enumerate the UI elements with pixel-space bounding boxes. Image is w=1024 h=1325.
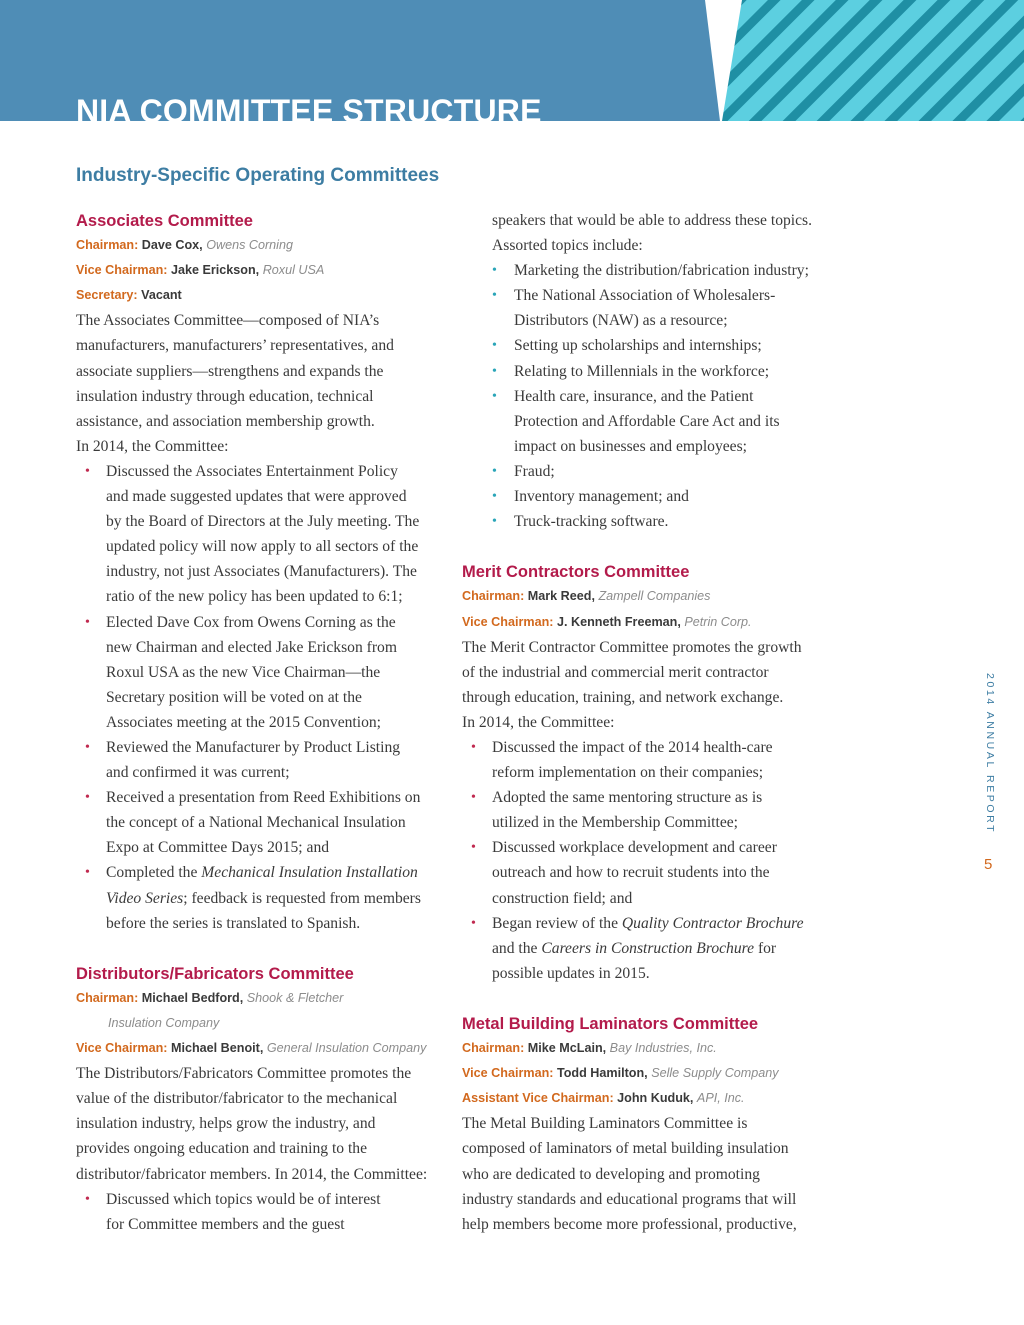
list-item: • Reviewed the Manufacturer by Product Listing [76, 735, 448, 760]
list-item: • Adopted the same mentoring structure as is [462, 785, 832, 810]
left-column [76, 208, 448, 1237]
list-item: • Received a presentation from Reed Exhibitions on [76, 785, 448, 810]
list-item-line: speakers that would be able to address these topics. [492, 212, 813, 229]
associates-secretary: Secretary: Vacant [76, 288, 182, 303]
bullet-icon: • [85, 739, 90, 755]
bullet-icon: • [492, 338, 497, 354]
annual-report-label: 2014 ANNUAL REPORT [984, 673, 996, 835]
bullet-icon: • [492, 514, 497, 530]
paragraph-line: composed of laminators of metal building insulation [462, 1140, 789, 1158]
distributors-committee-title: Distributors/Fabricators Committee [76, 964, 354, 983]
page-title: NIA COMMITTEE STRUCTURE [76, 93, 542, 121]
list-item: • Marketing the distribution/fabrication industry; [462, 258, 832, 283]
paragraph-line: The Distributors/Fabricators Committee promotes the [76, 1065, 412, 1083]
list-item: • Relating to Millennials in the workforce; [462, 359, 832, 384]
associates-vice-chairman: Vice Chairman: Jake Erickson, Roxul USA [76, 263, 325, 278]
list-item: • Elected Dave Cox from Owens Corning as the [76, 610, 448, 635]
associates-chairman: Chairman: Dave Cox, Owens Corning [76, 238, 293, 253]
paragraph-line: In 2014, the Committee: [462, 713, 615, 731]
bullet-icon: • [492, 489, 497, 505]
paragraph-line: of the industrial and commercial merit contractor [462, 663, 769, 681]
list-item: • Setting up scholarships and internships; [462, 333, 832, 358]
list-item-line: construction field; and [492, 889, 633, 907]
list-item-line: ratio of the new policy has been updated to 6:1; [106, 588, 403, 606]
paragraph-line: associate suppliers—strengthens and expands the [76, 362, 384, 380]
paragraph-line: manufacturers, manufacturers’ representatives, and [76, 337, 394, 355]
merit-committee-title: Merit Contractors Committee [462, 563, 690, 582]
paragraph-line: In 2014, the Committee: [76, 437, 229, 455]
list-item-line: possible updates in 2015. [492, 964, 650, 982]
paragraph-line: help members become more professional, productive, [462, 1215, 797, 1233]
merit-vice-chairman: Vice Chairman: J. Kenneth Freeman, Petrin Corp. [462, 614, 752, 629]
bullet-icon: • [85, 463, 90, 479]
list-item-line: Protection and Affordable Care Act and its [514, 412, 780, 430]
paragraph-line: through education, training, and network exchange. [462, 688, 784, 706]
bullet-icon: • [85, 865, 90, 881]
list-item: • Inventory management; and [462, 484, 832, 509]
laminators-assistant-vice-chairman: Assistant Vice Chairman: John Kuduk, API, Inc. [462, 1091, 745, 1106]
list-item: • Discussed workplace development and career [462, 835, 832, 860]
bullet-icon: • [471, 840, 476, 856]
list-item-line: and made suggested updates that were approved [106, 488, 407, 506]
paragraph-line: The Metal Building Laminators Committee is [462, 1115, 748, 1133]
distributors-vice-chairman: Vice Chairman: Michael Benoit, General Insulation Company [76, 1041, 427, 1056]
list-item-line: and the Careers in Construction Brochure for [492, 939, 777, 957]
bullet-icon: • [85, 614, 90, 630]
laminators-committee-title: Metal Building Laminators Committee [462, 1015, 759, 1033]
bullet-icon: • [471, 739, 476, 755]
list-item: • The National Association of Wholesalers- [462, 283, 832, 308]
bullet-icon: • [471, 915, 476, 931]
bullet-icon: • [492, 463, 497, 479]
bullet-icon: • [471, 790, 476, 806]
bullet-icon: • [492, 263, 497, 279]
list-item-line: outreach and how to recruit students into the [492, 864, 770, 882]
laminators-chairman: Chairman: Mike McLain, Bay Industries, Inc. [462, 1041, 717, 1056]
paragraph-line: who are dedicated to developing and promoting [462, 1165, 760, 1183]
list-item-line: industry, not just Associates (Manufacturers). The [106, 563, 417, 581]
list-item-line: Associates meeting at the 2015 Convention; [106, 713, 382, 731]
list-item-line: Distributors (NAW) as a resource; [514, 312, 728, 330]
list-item-line: by the Board of Directors at the July meeting. The [106, 513, 420, 531]
distributors-chairman: Chairman: Michael Bedford, Shook & Fletcher [76, 990, 344, 1005]
list-item: • Truck-tracking software. [462, 509, 832, 534]
associates-committee-title: Associates Committee [76, 212, 253, 230]
list-item-line: Expo at Committee Days 2015; and [106, 839, 330, 857]
paragraph-line: industry standards and educational programs that will [462, 1190, 797, 1208]
laminators-vice-chairman: Vice Chairman: Todd Hamilton, Selle Supply Company [462, 1066, 779, 1081]
header-banner [0, 0, 1024, 121]
bullet-icon: • [85, 790, 90, 806]
list-item-line: impact on businesses and employees; [514, 437, 747, 455]
bullet-icon: • [85, 1191, 90, 1207]
list-item-line: Roxul USA as the new Vice Chairman—the [106, 663, 381, 681]
paragraph-line: value of the distributor/fabricator to the mechanical [76, 1090, 398, 1108]
paragraph-line: insulation industry through education, technical [76, 387, 374, 405]
paragraph-line: assistance, and association membership growth. [76, 412, 375, 430]
list-item-line: and confirmed it was current; [106, 764, 290, 782]
list-item: • Discussed the impact of the 2014 health-care [462, 735, 832, 760]
list-item-line: before the series is translated to Spanish. [106, 914, 361, 932]
list-item-line: Assorted topics include: [492, 237, 643, 255]
paragraph-line: provides ongoing education and training to the [76, 1140, 368, 1158]
list-item: • Fraud; [462, 459, 832, 484]
distributors-chairman-org: Insulation Company [108, 1016, 220, 1030]
bullet-icon: • [492, 288, 497, 304]
list-item: • Began review of the Quality Contractor Brochure [462, 911, 832, 936]
list-item: • Completed the Mechanical Insulation Installation [76, 860, 448, 885]
page-number: 5 [984, 856, 993, 873]
list-item-line: utilized in the Membership Committee; [492, 814, 738, 832]
list-item-line: Secretary position will be voted on at the [106, 688, 362, 706]
list-item-line: for Committee members and the guest [106, 1215, 345, 1233]
list-item-line: Video Series; feedback is requested from members [106, 889, 421, 907]
list-item-line: reform implementation on their companies; [492, 764, 764, 782]
list-item-line: updated policy will now apply to all sectors of the [106, 538, 419, 556]
merit-chairman: Chairman: Mark Reed, Zampell Companies [462, 589, 711, 604]
right-column [462, 208, 832, 1237]
bullet-icon: • [492, 388, 497, 404]
list-item: • Discussed which topics would be of interest [76, 1187, 448, 1212]
list-item-line: new Chairman and elected Jake Erickson from [106, 638, 397, 656]
list-item: • Discussed the Associates Entertainment Policy [76, 459, 448, 484]
paragraph-line: The Associates Committee—composed of NIA’s [76, 312, 380, 330]
paragraph-line: distributor/fabricator members. In 2014, the Committee: [76, 1165, 428, 1183]
paragraph-line: The Merit Contractor Committee promotes the growth [462, 638, 802, 656]
list-item: • Health care, insurance, and the Patient [462, 384, 832, 409]
banner-stripes [722, 0, 1024, 121]
section-heading: Industry-Specific Operating Committees [76, 165, 440, 186]
paragraph-line: insulation industry, helps grow the industry, and [76, 1115, 376, 1133]
bullet-icon: • [492, 363, 497, 379]
list-item-line: the concept of a National Mechanical Insulation [106, 814, 406, 832]
